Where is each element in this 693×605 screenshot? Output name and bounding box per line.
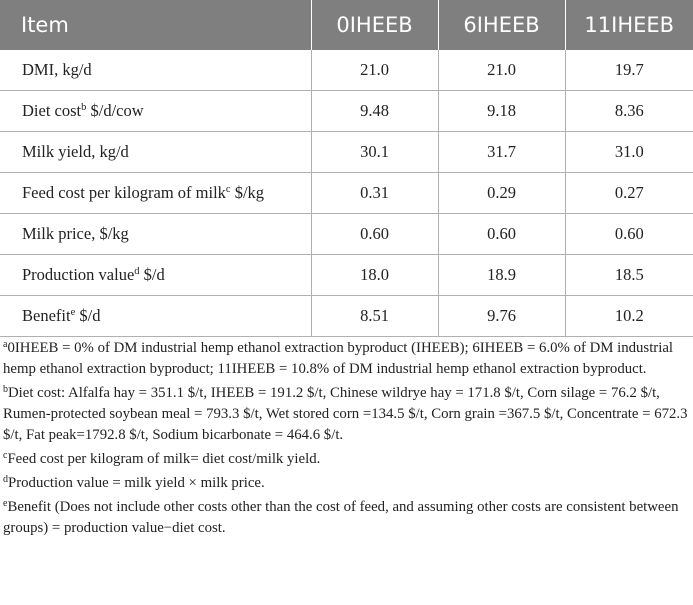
cell-0iheeb: 9.48 bbox=[311, 91, 438, 132]
footnote-mark: a bbox=[3, 339, 8, 350]
row-label-text: Benefit bbox=[22, 306, 71, 325]
footnote-mark: c bbox=[3, 450, 8, 461]
cell-0iheeb: 18.0 bbox=[311, 255, 438, 296]
header-row bbox=[0, 0, 693, 50]
row-unit: $/kg bbox=[230, 183, 265, 202]
table-row bbox=[0, 132, 693, 173]
table-row bbox=[0, 296, 693, 337]
cell-0iheeb: 8.51 bbox=[311, 296, 438, 337]
footnote-a bbox=[3, 338, 693, 380]
footnote-marker: d bbox=[134, 266, 140, 277]
row-label bbox=[0, 296, 311, 337]
cell-6iheeb: 9.18 bbox=[438, 91, 565, 132]
cell-11iheeb: 8.36 bbox=[565, 91, 693, 132]
row-unit: $/d bbox=[139, 265, 165, 284]
table-row bbox=[0, 50, 693, 91]
row-unit: $/d bbox=[75, 306, 101, 325]
cell-6iheeb: 21.0 bbox=[438, 50, 565, 91]
footnote-e bbox=[3, 497, 693, 539]
footnote-b bbox=[3, 383, 693, 446]
header-11iheeb: 11IHEEB bbox=[565, 0, 693, 50]
row-label bbox=[0, 50, 311, 91]
footnote-marker: c bbox=[225, 184, 231, 195]
row-label-text: Diet cost bbox=[22, 101, 82, 120]
footnote-mark: d bbox=[3, 474, 8, 485]
cell-6iheeb: 31.7 bbox=[438, 132, 565, 173]
row-label bbox=[0, 132, 311, 173]
footnote-d bbox=[3, 473, 693, 494]
table-row bbox=[0, 214, 693, 255]
row-label-text: Feed cost per kilogram of milk bbox=[22, 183, 226, 202]
header-6iheeb: 6IHEEB bbox=[438, 0, 565, 50]
cell-0iheeb: 0.60 bbox=[311, 214, 438, 255]
cell-11iheeb: 19.7 bbox=[565, 50, 693, 91]
footnote-text: Benefit (Does not include other costs other than the cost of feed, and assuming other costs are consistent between groups) = production value−diet cost. bbox=[3, 499, 679, 536]
row-unit: $/d/cow bbox=[86, 101, 144, 120]
row-label bbox=[0, 214, 311, 255]
row-label-text: DMI, kg/d bbox=[22, 60, 92, 79]
footnote-mark: e bbox=[3, 498, 8, 509]
cell-11iheeb: 31.0 bbox=[565, 132, 693, 173]
cell-6iheeb: 18.9 bbox=[438, 255, 565, 296]
row-label-text: Production value bbox=[22, 265, 135, 284]
footnote-text: 0IHEEB = 0% of DM industrial hemp ethanol extraction byproduct (IHEEB); 6IHEEB = 6.0% of DM industrial hemp ethanol extraction byproduct; 11IHEEB = 10.8% of DM industrial hemp ethanol extraction byproduct. bbox=[3, 340, 674, 377]
table-row bbox=[0, 173, 693, 214]
row-label bbox=[0, 173, 311, 214]
footnote-text: Production value = milk yield × milk price. bbox=[8, 475, 265, 491]
table-row bbox=[0, 91, 693, 132]
table-footnotes bbox=[3, 338, 693, 542]
row-label-text: Milk price, $/kg bbox=[22, 224, 129, 243]
footnote-mark: b bbox=[3, 384, 8, 395]
cell-11iheeb: 10.2 bbox=[565, 296, 693, 337]
cell-0iheeb: 21.0 bbox=[311, 50, 438, 91]
cell-6iheeb: 0.60 bbox=[438, 214, 565, 255]
header-item: Item bbox=[0, 0, 311, 50]
row-label bbox=[0, 91, 311, 132]
footnote-marker: e bbox=[70, 307, 76, 318]
cell-0iheeb: 30.1 bbox=[311, 132, 438, 173]
row-label bbox=[0, 255, 311, 296]
cell-6iheeb: 0.29 bbox=[438, 173, 565, 214]
table-row bbox=[0, 255, 693, 296]
cell-0iheeb: 0.31 bbox=[311, 173, 438, 214]
cell-11iheeb: 0.60 bbox=[565, 214, 693, 255]
cell-11iheeb: 18.5 bbox=[565, 255, 693, 296]
cell-11iheeb: 0.27 bbox=[565, 173, 693, 214]
footnote-text: Feed cost per kilogram of milk= diet cost/milk yield. bbox=[7, 451, 321, 467]
footnote-text: Diet cost: Alfalfa hay = 351.1 $/t, IHEEB = 191.2 $/t, Chinese wildrye hay = 171.8 $/t, Corn silage = 76.2 $/t, Rumen-protected soybean meal = 793.3 $/t, Wet stored corn =134.5 $/t, Corn grain =367.5 $/t, Concentrate = 672.3 $/t, Fat peak=1792.8 $/t, Sodium bicarbonate = 464.6 $/t. bbox=[3, 385, 688, 443]
cell-6iheeb: 9.76 bbox=[438, 296, 565, 337]
footnote-c bbox=[3, 449, 693, 470]
header-0iheeb: 0IHEEB bbox=[311, 0, 438, 50]
footnote-marker: b bbox=[81, 102, 87, 113]
row-label-text: Milk yield, kg/d bbox=[22, 142, 129, 161]
